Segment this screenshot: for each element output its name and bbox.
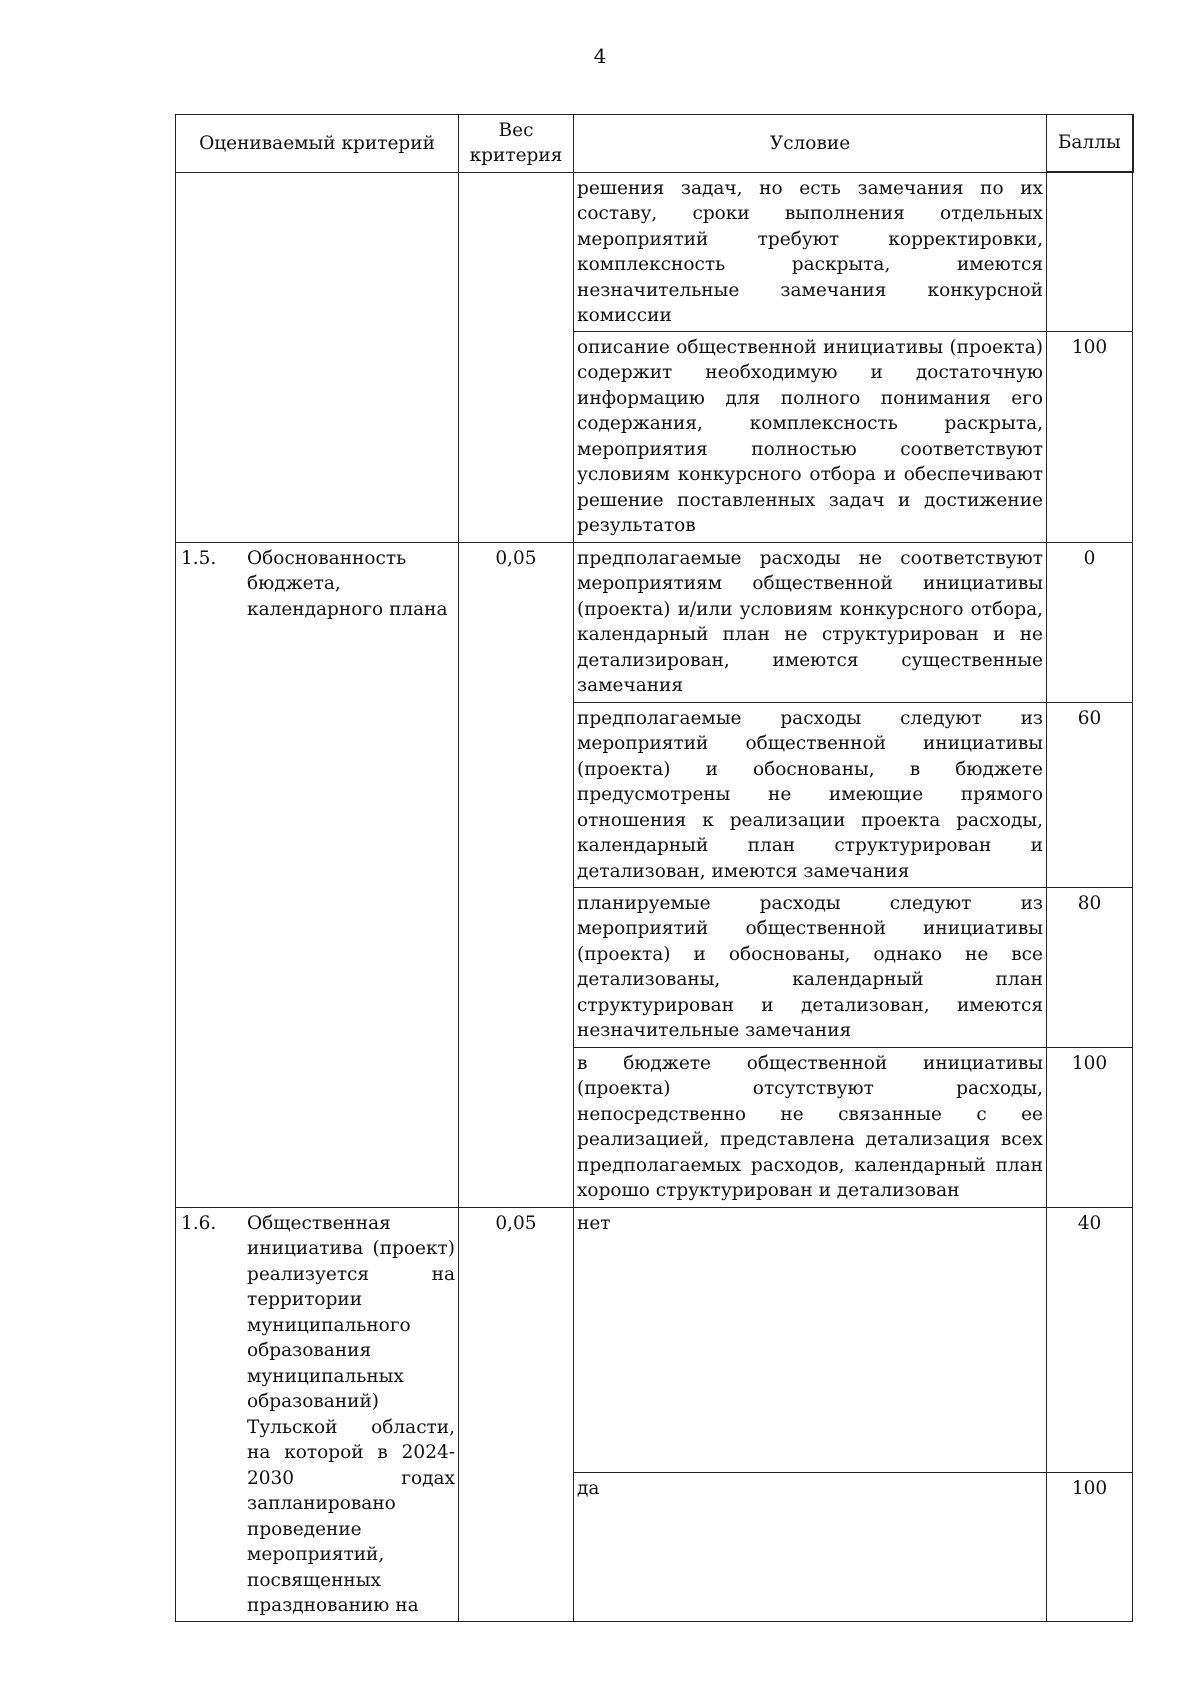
weight-cell: 0,05 <box>459 1207 574 1621</box>
condition-cell: описание общественной инициативы (проекта) содержит необходимую и достаточную информацию для полного понимания его содержания, комплексность раскрыта, мероприятия полностью соответствуют условиям конкурсного отбора и обеспечивают решение поставленных задач и достижение результатов <box>574 331 1047 542</box>
criterion-cell <box>176 172 459 542</box>
page-number: 4 <box>593 44 607 68</box>
score-cell: 100 <box>1047 331 1133 542</box>
criterion-number: 1.5. <box>181 547 217 569</box>
condition-cell: планируемые расходы следуют из мероприятий общественной инициативы (проекта) и обоснованы, однако не все детализованы, календарный план структурирован и детализован, имеются незначительные замечания <box>574 887 1047 1047</box>
condition-cell: решения задач, но есть замечания по их составу, сроки выполнения отдельных мероприятий требуют корректировки, комплексность раскрыта, имеются незначительные замечания конкурсной комиссии <box>574 172 1047 331</box>
condition-cell: да <box>574 1473 1047 1621</box>
score-cell <box>1047 172 1133 331</box>
header-criterion: Оцениваемый критерий <box>176 115 459 173</box>
score-cell: 100 <box>1047 1473 1133 1621</box>
criterion-cell <box>176 542 459 1207</box>
header-score: Баллы <box>1047 115 1133 173</box>
header-weight: Вес критерия <box>459 115 574 173</box>
table-row <box>176 172 1133 331</box>
criterion-name: Общественная инициатива (проект) реализуется на территории муниципального образования муниципальных образований) Тульской области, на которой в 2024-2030 годах запланировано проведение мероприятий, посвященных празднованию на <box>247 1212 455 1616</box>
score-cell: 100 <box>1047 1047 1133 1207</box>
score-cell: 40 <box>1047 1207 1133 1473</box>
condition-cell: в бюджете общественной инициативы (проекта) отсутствуют расходы, непосредственно не связанные с ее реализацией, представлена детализация всех предполагаемых расходов, календарный план хорошо структурирован и детализован <box>574 1047 1047 1207</box>
score-cell: 0 <box>1047 542 1133 702</box>
table-header-row <box>176 115 1133 173</box>
criteria-table <box>175 114 1134 1622</box>
weight-cell: 0,05 <box>459 542 574 1207</box>
header-condition: Условие <box>574 115 1047 173</box>
criterion-name: Обоснованность бюджета, календарного плана <box>247 547 448 620</box>
score-cell: 60 <box>1047 702 1133 887</box>
criterion-number: 1.6. <box>181 1212 217 1234</box>
criterion-cell <box>176 1207 459 1621</box>
condition-cell: предполагаемые расходы не соответствуют мероприятиям общественной инициативы (проекта) и/или условиям конкурсного отбора, календарный план не структурирован и не детализирован, имеются существенные замечания <box>574 542 1047 702</box>
table-row <box>176 542 1133 702</box>
condition-cell: нет <box>574 1207 1047 1473</box>
score-cell: 80 <box>1047 887 1133 1047</box>
condition-cell: предполагаемые расходы следуют из мероприятий общественной инициативы (проекта) и обоснованы, в бюджете предусмотрены не имеющие прямого отношения к реализации проекта расходы, календарный план структурирован и детализован, имеются замечания <box>574 702 1047 887</box>
weight-cell <box>459 172 574 542</box>
table-row <box>176 1207 1133 1473</box>
